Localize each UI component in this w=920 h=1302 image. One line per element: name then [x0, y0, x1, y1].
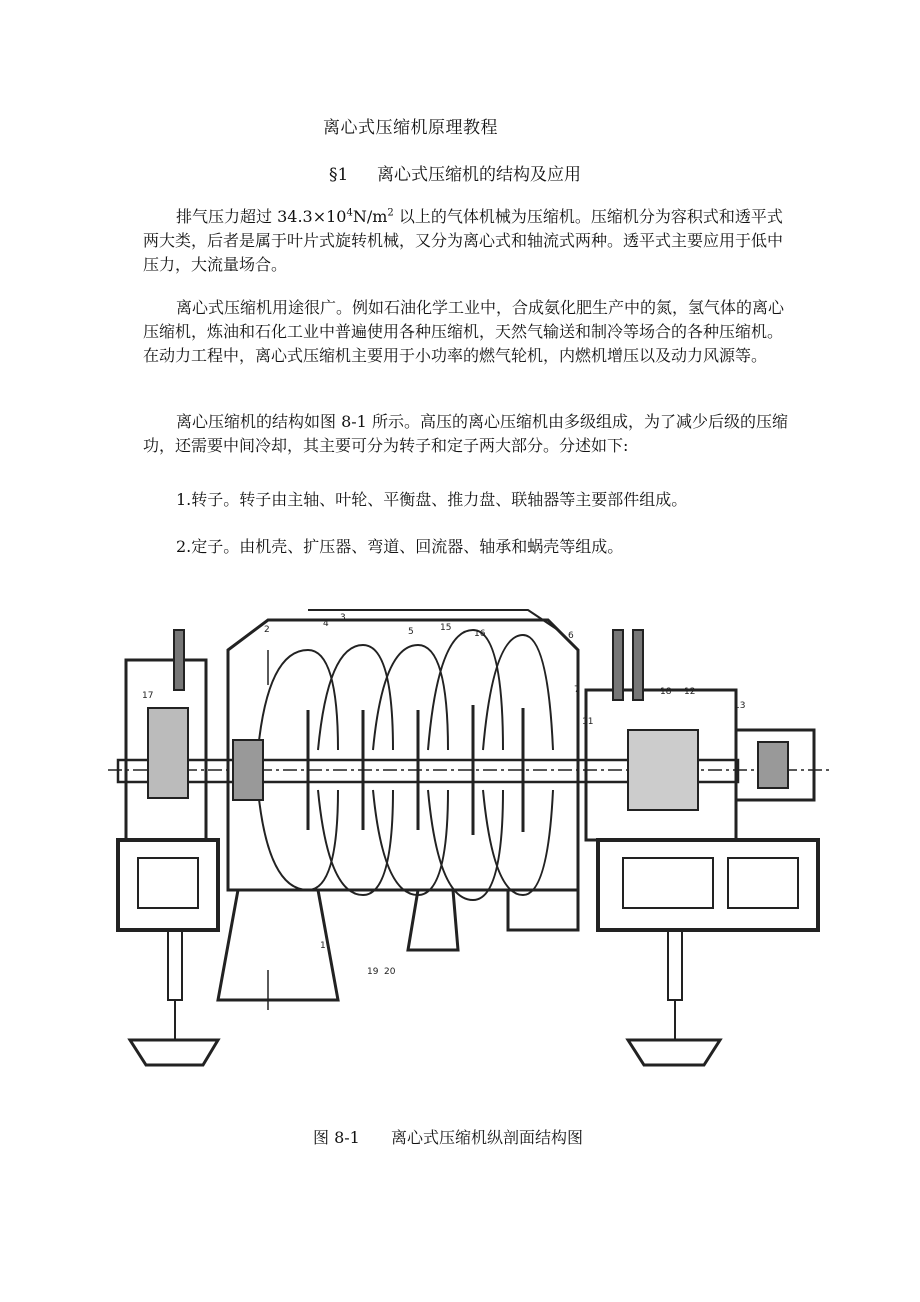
figure-label-11: 11	[582, 717, 594, 727]
figure-label-20: 20	[384, 967, 396, 977]
paragraph-1-part-a: 排气压力超过 34.3×10	[176, 207, 347, 226]
figure-label-4: 4	[323, 619, 329, 629]
figure-label-16: 16	[474, 629, 486, 639]
figure-label-6: 6	[568, 631, 574, 641]
figure-label-18: 18	[660, 687, 672, 697]
figure-label-7: 7	[574, 685, 580, 695]
figure-label-17: 17	[142, 691, 154, 701]
figure-label-15: 15	[440, 623, 452, 633]
figure-label-2: 2	[264, 625, 270, 635]
figure-number: 图 8-1	[313, 1128, 360, 1147]
figure-caption-text: 离心式压缩机纵剖面结构图	[391, 1128, 584, 1147]
paragraph-1-unit: N/m	[352, 207, 388, 226]
figure-caption	[313, 1125, 583, 1148]
compressor-cross-section-figure	[108, 590, 832, 1080]
paragraph-1	[143, 205, 793, 277]
figure-label-19: 19	[367, 967, 379, 977]
figure-label-5: 5	[408, 627, 414, 637]
paragraph-2: 离心式压缩机用途很广。例如石油化学工业中，合成氨化肥生产中的氮，氢气体的离心压缩机，炼油和石化工业中普遍使用各种压缩机，天然气输送和制冷等场合的各种压缩机。在动力工程中，离心式压缩机主要用于小功率的燃气轮机，内燃机增压以及动力风源等。	[143, 298, 785, 365]
figure-label-12: 12	[684, 687, 696, 697]
figure-label-3: 3	[340, 613, 346, 623]
paragraph-1-part-b: 以上的气体机械为压缩机。压缩机分为容积式和透平式两大类，后者是属于叶片式旋转机械，又分为离心式和轴流式两种。透平式主要应用于低中压力，大流量场合。	[143, 207, 784, 274]
document-title: 离心式压缩机原理教程	[323, 118, 498, 138]
figure-label-1: 1	[320, 941, 326, 951]
list-item-rotor: 1.转子。转子由主轴、叶轮、平衡盘、推力盘、联轴器等主要部件组成。	[176, 490, 688, 509]
figure-label-13: 13	[734, 701, 746, 711]
exponent-4: 4	[346, 207, 353, 219]
exponent-2: 2	[387, 207, 394, 219]
section-title: 离心式压缩机的结构及应用	[377, 165, 581, 185]
section-heading	[329, 160, 581, 185]
section-number: §1	[329, 165, 349, 185]
list-item-stator: 2.定子。由机壳、扩压器、弯道、回流器、轴承和蜗壳等组成。	[176, 537, 624, 556]
paragraph-3: 离心压缩机的结构如图 8-1 所示。高压的离心压缩机由多级组成，为了减少后级的压缩功，还需要中间冷却，其主要可分为转子和定子两大部分。分述如下:	[143, 412, 788, 455]
